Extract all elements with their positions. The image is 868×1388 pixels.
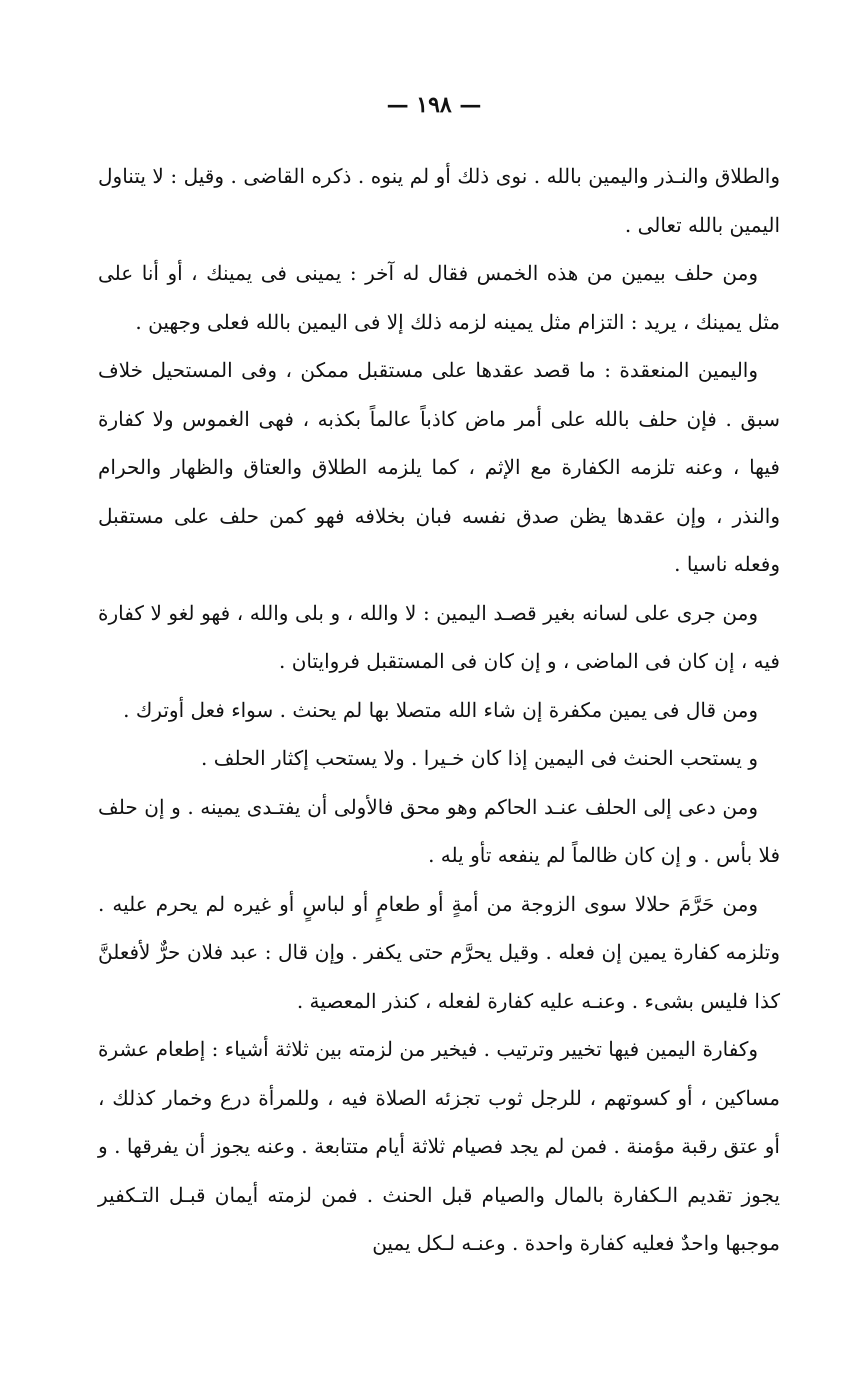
- body-text: [98, 152, 780, 1268]
- paragraph: ومن حَرَّمَ حلالا سوى الزوجة من أمةٍ أو طعامٍ أو لباسٍ أو غيره لم يحرم عليه . وتلزمه كفارة يمين إن فعله . وقيل يحرَّم حتى يكفر . وإن قال : عبد فلان حرٌّ لأفعلنَّ كذا فليس بشىء . وعنـه عليه كفارة لفعله ، كنذر المعصية .: [98, 891, 780, 1013]
- paragraph: ومن دعى إلى الحلف عنـد الحاكم وهو محق فالأولى أن يفتـدى يمينه . و إن حلف فلا بأس . و إن كان ظالماً لم ينفعه تأو يله .: [98, 794, 780, 867]
- paragraph: وكفارة اليمين فيها تخيير وترتيب . فيخير من لزمته بين ثلاثة أشياء : إطعام عشرة مساكين ، أو كسوتهم ، للرجل ثوب تجزئه الصلاة فيه ، وللمرأة درع وخمار كذلك ، أو عتق رقبة مؤمنة . فمن لم يجد فصيام ثلاثة أيام متتابعة . وعنه يجوز أن يفرقها . و يجوز تقديم الـكفارة بالمال والصيام قبل الحنث . فمن لزمته أيمان قبـل التـكفير موجبها واحدٌ فعليه كفارة واحدة . وعنـه لـكل يمين: [98, 1037, 781, 1255]
- paragraph: ومن حلف بيمين من هذه الخمس فقال له آخر : يمينى فى يمينك ، أو أنا على مثل يمينك ، يريد : التزام مثل يمينه لزمه ذلك إلا فى اليمين بالله فعلى وجهين .: [98, 261, 780, 334]
- paragraph: والطلاق والنـذر واليمين بالله . نوى ذلك أو لم ينوه . ذكره القاضى . وقيل : لا يتناول اليمين بالله تعالى .: [98, 164, 780, 237]
- page-number: — ١٩٨ —: [386, 92, 482, 118]
- paragraph: و يستحب الحنث فى اليمين إذا كان خـيرا . ولا يستحب إكثار الحلف .: [201, 746, 758, 770]
- paragraph: واليمين المنعقدة : ما قصد عقدها على مستقبل ممكن ، وفى المستحيل خلاف سبق . فإن حلف بالله على أمر ماض كاذباً عالماً بكذبه ، فهى الغموس ولا كفارة فيها ، وعنه تلزمه الكفارة مع الإثم ، كما يلزمه الطلاق والعتاق والظهار والحرام والنذر ، وإن عقدها يظن صدق نفسه فبان بخلافه فهو كمن حلف على مستقبل وفعله ناسيا .: [98, 358, 780, 576]
- paragraph: ومن قال فى يمين مكفرة إن شاء الله متصلا بها لم يحنث . سواء فعل أوترك .: [123, 697, 758, 722]
- paragraph: ومن جرى على لسانه بغير قصـد اليمين : لا والله ، و بلى والله ، فهو لغو لا كفارة فيه ، إن كان فى الماضى ، و إن كان فى المستقبل فروايتان .: [98, 600, 780, 673]
